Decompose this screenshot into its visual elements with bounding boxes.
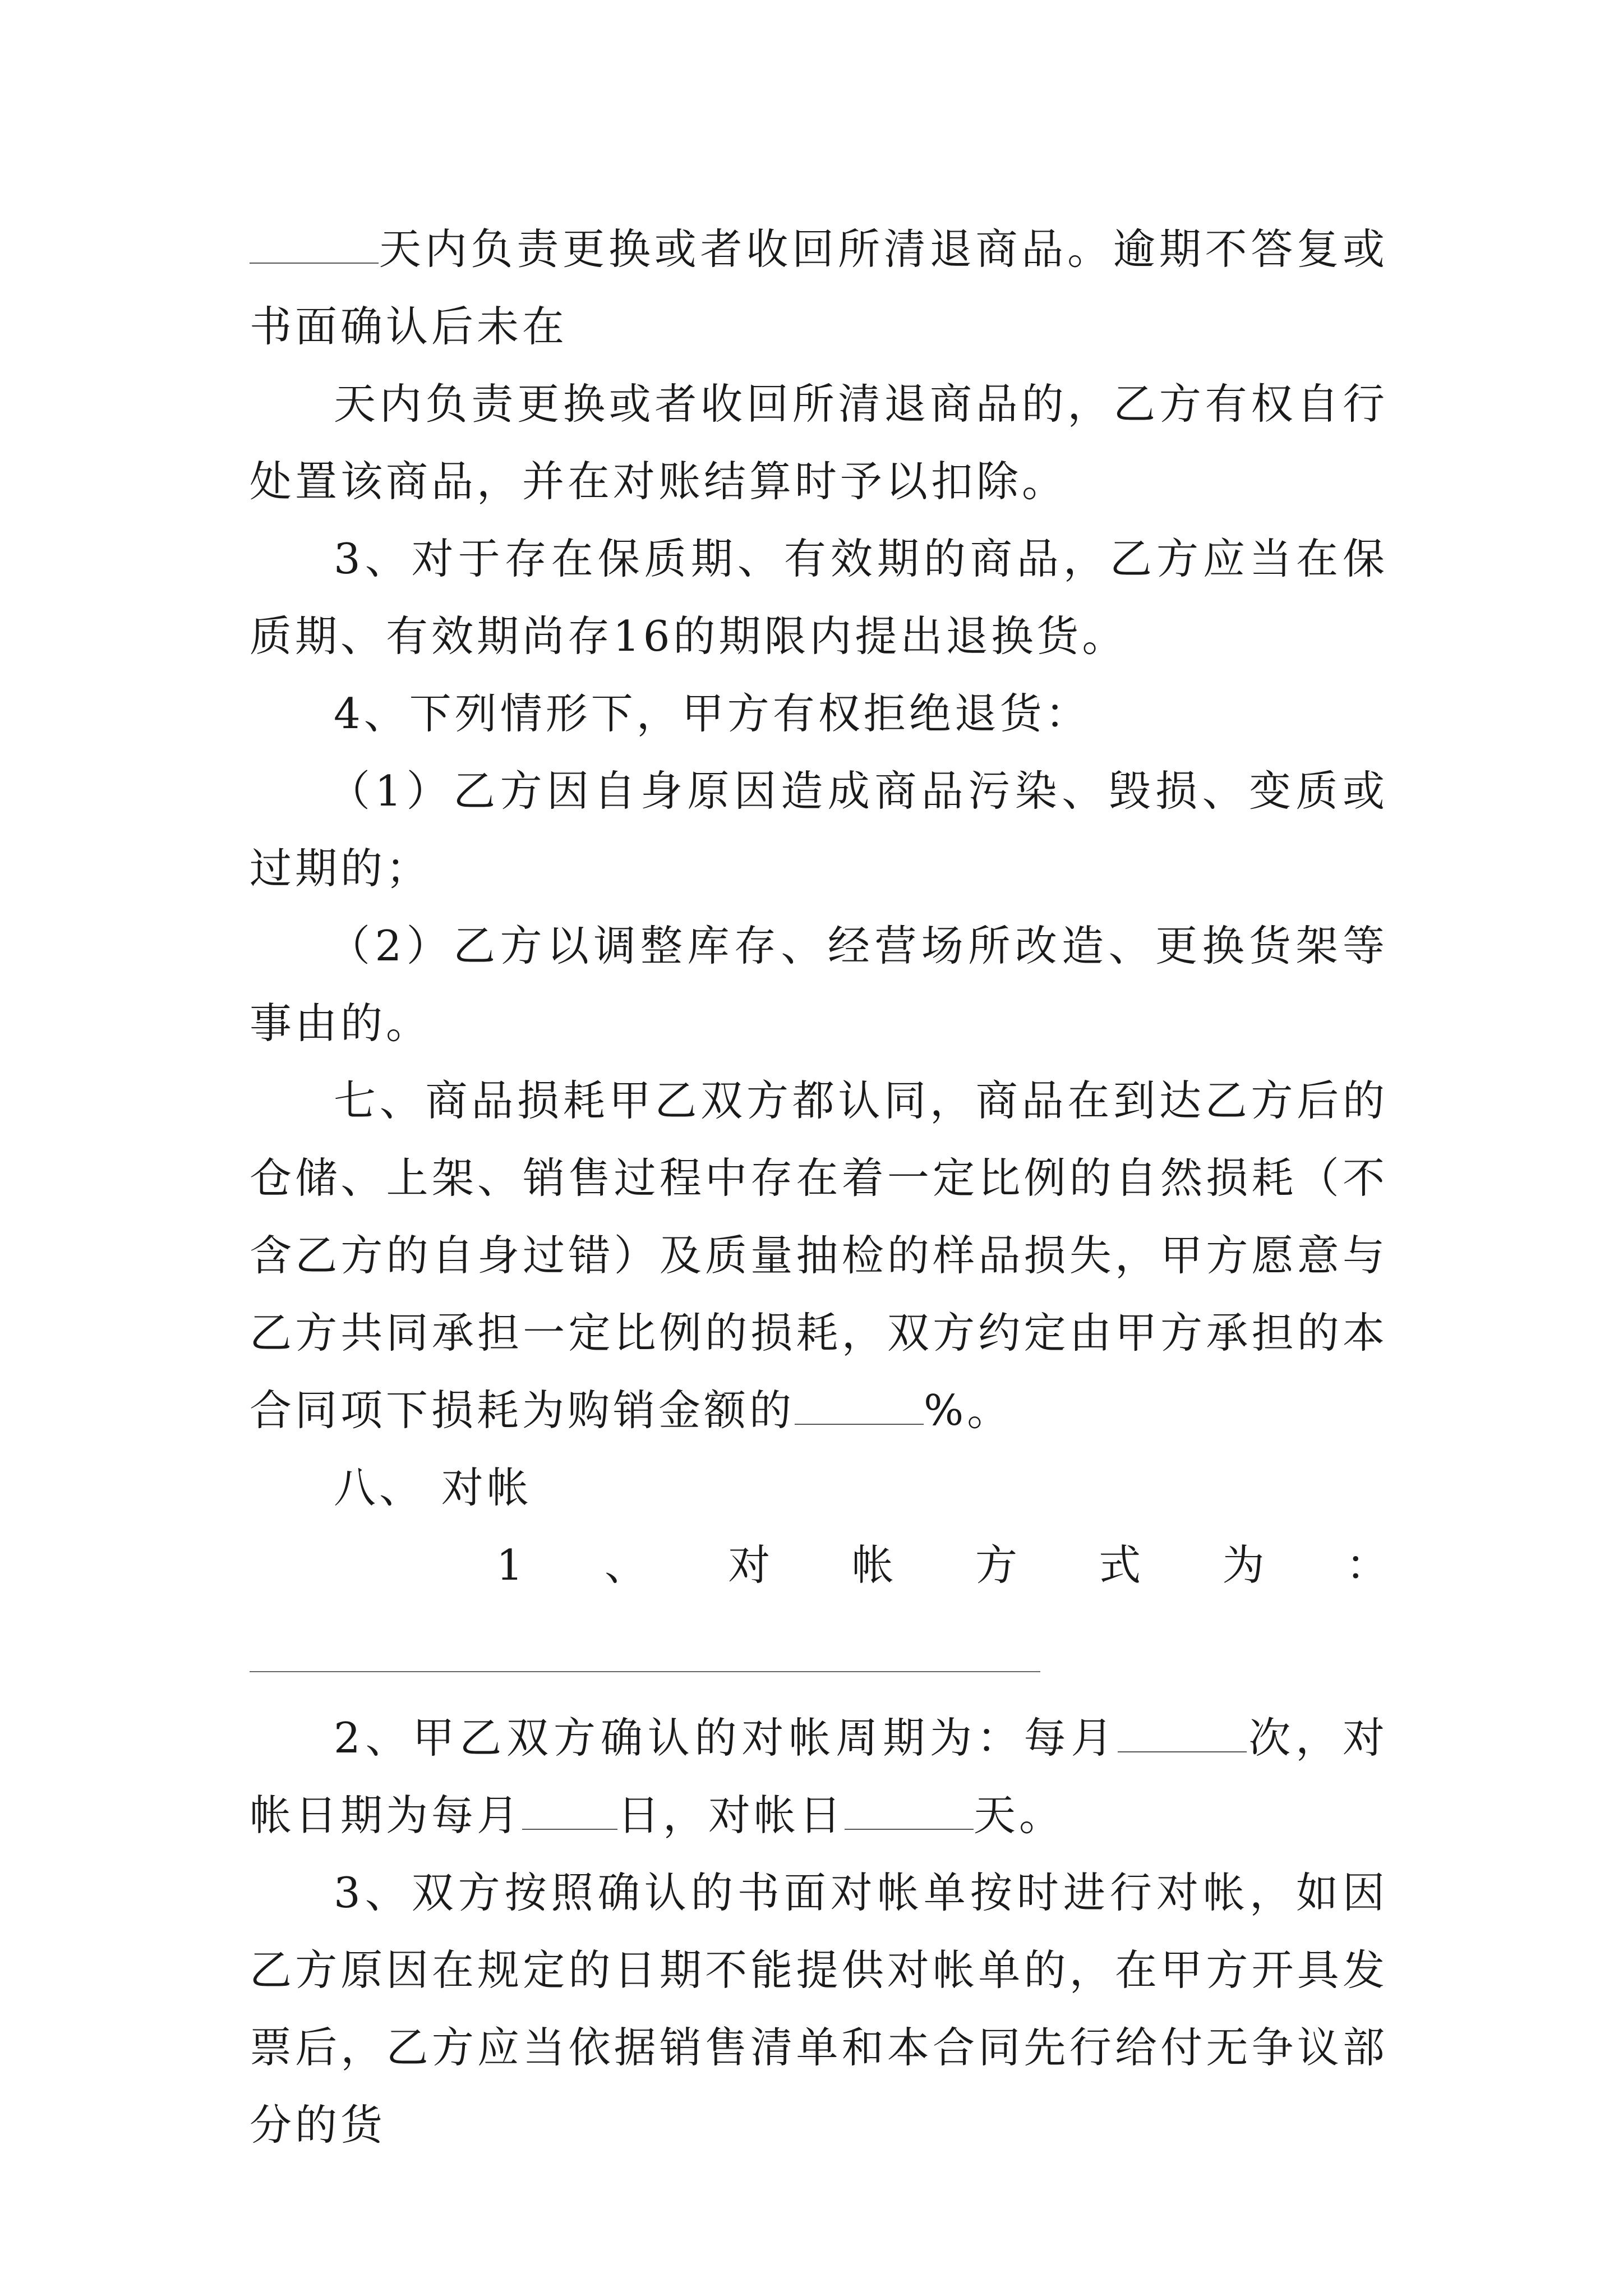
document-body [250,210,1388,2164]
paragraph-text: 2、甲乙双方确认的对帐周期为：每月 [334,1713,1118,1763]
paragraph-shelf-life: 3、对于存在保质期、有效期的商品，乙方应当在保质期、有效期尚存16的期限内提出退换货。 [250,534,1388,661]
paragraph-reconciliation-method [250,1526,1388,1604]
paragraph-reconciliation-statement: 3、双方按照确认的书面对帐单按时进行对帐，如因乙方原因在规定的日期不能提供对帐单的，在甲方开具发票后，乙方应当依据销售清单和本合同先行给付无争议部分的货 [250,1868,1388,2150]
spread-char: 对 [728,1540,771,1590]
paragraph-text: 日，对帐日 [617,1791,845,1840]
spread-char: ： [1345,1540,1388,1590]
spread-char: 式 [1099,1540,1141,1590]
blank-field [845,1795,974,1830]
paragraph-case-2: （2）乙方以调整库存、经营场所改造、更换货架等事由的。 [250,921,1388,1048]
blank-field [1118,1718,1247,1752]
section-heading-reconciliation: 八、 对帐 [334,1463,532,1512]
blank-line [250,1671,1040,1672]
paragraph-text: 天内负责更换或者收回所清退商品。逾期不答复或书面确认后未在 [250,224,1388,351]
spread-char: 为 [1222,1540,1265,1590]
paragraph-section-7-loss [250,1062,1388,1449]
spread-char: 方 [975,1540,1017,1590]
paragraph-case-1: （1）乙方因自身原因造成商品污染、毁损、变质或过期的； [250,766,1388,893]
blank-field [522,1795,617,1830]
spread-char: 帐 [851,1540,894,1590]
paragraph-text: %。 [924,1386,1013,1435]
blank-field [250,229,379,264]
paragraph-return-deadline [250,210,1388,365]
spread-char: 、 [605,1540,647,1590]
blank-field [795,1390,924,1425]
paragraph-text: 次，对帐日期为每月 [250,1713,1388,1840]
spread-char: 1 [496,1540,523,1590]
paragraph-text: 天。 [974,1791,1065,1840]
paragraph-reconciliation-period [250,1699,1388,1854]
paragraph-text: 七、商品损耗甲乙双方都认同，商品在到达乙方后的仓储、上架、销售过程中存在着一定比例的自然损耗（不含乙方的自身过错）及质量抽检的样品损失，甲方愿意与乙方共同承担一定比例的损耗，双方约定由甲方承担的本合同项下损耗为购销金额的 [250,1076,1388,1435]
paragraph-self-dispose: 天内负责更换或者收回所清退商品的，乙方有权自行处置该商品，并在对账结算时予以扣除。 [250,379,1388,506]
paragraph-refuse-return: 4、下列情形下，甲方有权拒绝退货： [334,689,1091,738]
